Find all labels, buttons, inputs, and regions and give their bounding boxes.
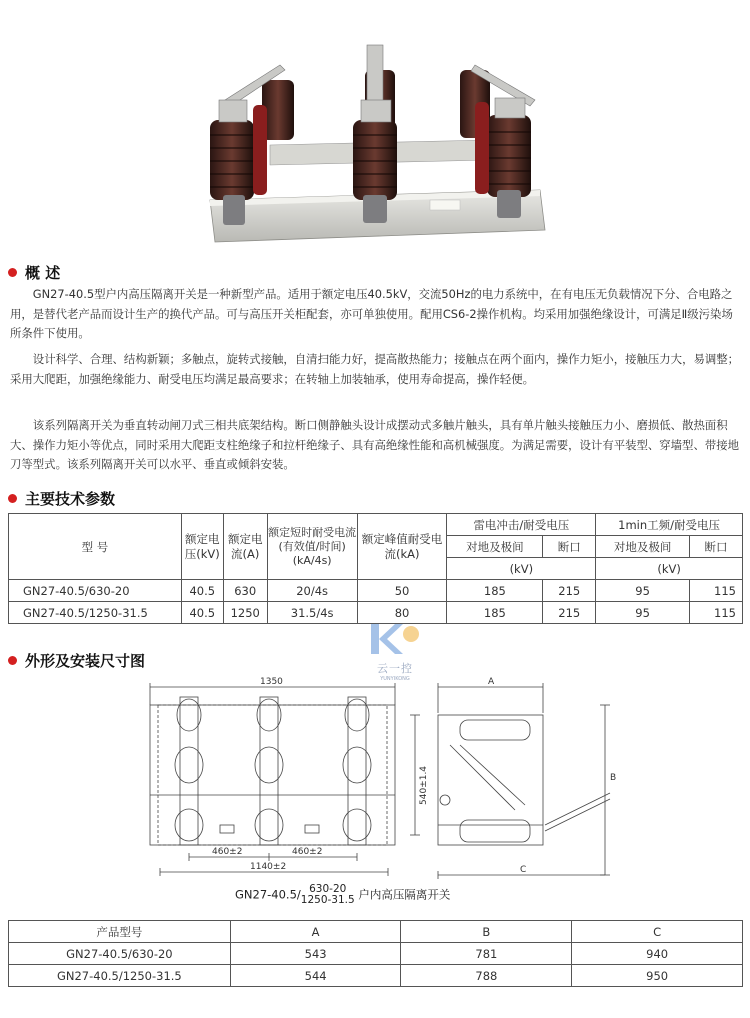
cell-voltage: 40.5 <box>181 602 223 624</box>
cell-l-ground: 185 <box>447 580 543 602</box>
header-c: C <box>572 921 743 943</box>
cell-peak: 50 <box>357 580 447 602</box>
header-model: 产品型号 <box>9 921 231 943</box>
table-row <box>9 602 743 624</box>
cell-p-break: 115 <box>690 602 743 624</box>
header-short-time: 额定短时耐受电流(有效值/时间)(kA/4s) <box>267 514 357 580</box>
dimension-drawing <box>120 675 630 885</box>
cell-a: 543 <box>230 943 401 965</box>
cell-model: GN27-40.5/630-20 <box>9 943 231 965</box>
drawing-caption <box>235 884 450 906</box>
logo-icon <box>365 622 425 656</box>
table-row <box>9 965 743 987</box>
overview-paragraph-1: GN27-40.5型户内高压隔离开关是一种新型产品。适用于额定电压40.5kV，交流50Hz的电力系统中，在有电压无负载情况下分、合电路之用，是替代老产品而设计生产的换代产品。可与高压开关柜配套，亦可单独使用。配用CS6-2操作机构。均采用加强绝缘设计，可满足Ⅱ级污染场所条件下使用。 <box>10 287 733 340</box>
dim-b: B <box>610 773 617 783</box>
cell-p-ground: 95 <box>596 580 690 602</box>
dim-a: A <box>488 677 495 687</box>
header-lightning-unit: (kV) <box>447 558 596 580</box>
cell-b: 781 <box>401 943 572 965</box>
dim-460-right: 460±2 <box>292 847 323 857</box>
cell-model: GN27-40.5/1250-31.5 <box>9 965 231 987</box>
cell-c: 940 <box>572 943 743 965</box>
bullet-icon <box>8 268 17 277</box>
header-power-freq: 1min工频/耐受电压 <box>596 514 743 536</box>
dim-460-left: 460±2 <box>212 847 243 857</box>
watermark-cn: 云一控 <box>377 662 413 675</box>
cell-short: 20/4s <box>267 580 357 602</box>
overview-heading <box>8 262 60 283</box>
header-lightning-break: 断口 <box>543 536 596 558</box>
cell-p-ground: 95 <box>596 602 690 624</box>
cell-c: 950 <box>572 965 743 987</box>
spec-heading <box>8 488 115 509</box>
spec-title: 主要技术参数 <box>25 490 116 508</box>
overview-paragraph-2: 设计科学、合理、结构新颖；多触点，旋转式接触，自清扫能力好，提高散热能力；接触点在两个面内，操作力矩小，接触压力大，易调整；采用大爬距，加强绝缘能力、耐受电压均满足最高要求；在转轴上加装轴承，使用寿命提高，操作轻便。 <box>10 352 740 386</box>
caption-prefix: GN27-40.5/ <box>235 887 301 902</box>
header-lightning: 雷电冲击/耐受电压 <box>447 514 596 536</box>
cell-short: 31.5/4s <box>267 602 357 624</box>
header-lightning-ground: 对地及极间 <box>447 536 543 558</box>
cell-current: 1250 <box>223 602 267 624</box>
overview-paragraph-3: 该系列隔离开关为垂直转动闸刀式三相共底架结构。断口侧静触头设计成摆动式多触片触头，具有单片触头接触压力小、磨损低、散热面积大、操作力矩小等优点，同时采用大爬距支柱绝缘子和拉杆绝缘子、具有高绝缘性能和高机械强度。为满足需要，设计有平装型、穿墙型、带接地刀等型式。该系列隔离开关可以水平、垂直或倾斜安装。 <box>10 418 740 471</box>
cell-p-break: 115 <box>690 580 743 602</box>
cell-model: GN27-40.5/1250-31.5 <box>9 602 182 624</box>
cell-l-break: 215 <box>543 602 596 624</box>
dim-1350: 1350 <box>260 677 283 687</box>
caption-suffix: 户内高压隔离开关 <box>358 887 451 902</box>
dims-table <box>8 920 743 987</box>
spec-table <box>8 513 743 624</box>
header-rated-current: 额定电流(A) <box>223 514 267 580</box>
table-row <box>9 580 743 602</box>
dim-540: 540±1.4 <box>419 765 429 805</box>
header-pf-break: 断口 <box>690 536 743 558</box>
caption-bottom: 1250-31.5 <box>300 894 355 906</box>
drawing-heading <box>8 650 145 671</box>
table-row <box>9 943 743 965</box>
cell-peak: 80 <box>357 602 447 624</box>
bullet-icon <box>8 494 17 503</box>
dim-1140: 1140±2 <box>250 862 287 872</box>
header-rated-voltage: 额定电压(kV) <box>181 514 223 580</box>
watermark-logo <box>365 622 425 682</box>
cell-l-break: 215 <box>543 580 596 602</box>
header-a: A <box>230 921 401 943</box>
drawing-title: 外形及安装尺寸图 <box>25 652 146 670</box>
cell-model: GN27-40.5/630-20 <box>9 580 182 602</box>
cell-voltage: 40.5 <box>181 580 223 602</box>
cell-l-ground: 185 <box>447 602 543 624</box>
header-peak: 额定峰值耐受电流(kA) <box>357 514 447 580</box>
cell-current: 630 <box>223 580 267 602</box>
header-b: B <box>401 921 572 943</box>
header-pf-ground: 对地及极间 <box>596 536 690 558</box>
header-model: 型 号 <box>9 514 182 580</box>
overview-title: 概 述 <box>25 264 61 282</box>
dim-c: C <box>520 865 527 875</box>
table-header-row <box>9 921 743 943</box>
bullet-icon <box>8 656 17 665</box>
caption-fraction <box>301 884 355 906</box>
cell-a: 544 <box>230 965 401 987</box>
header-pf-unit: (kV) <box>596 558 743 580</box>
cell-b: 788 <box>401 965 572 987</box>
product-photo <box>205 40 550 245</box>
watermark-en: YUNYIKONG <box>380 676 410 682</box>
caption-top: 630-20 <box>309 883 347 895</box>
